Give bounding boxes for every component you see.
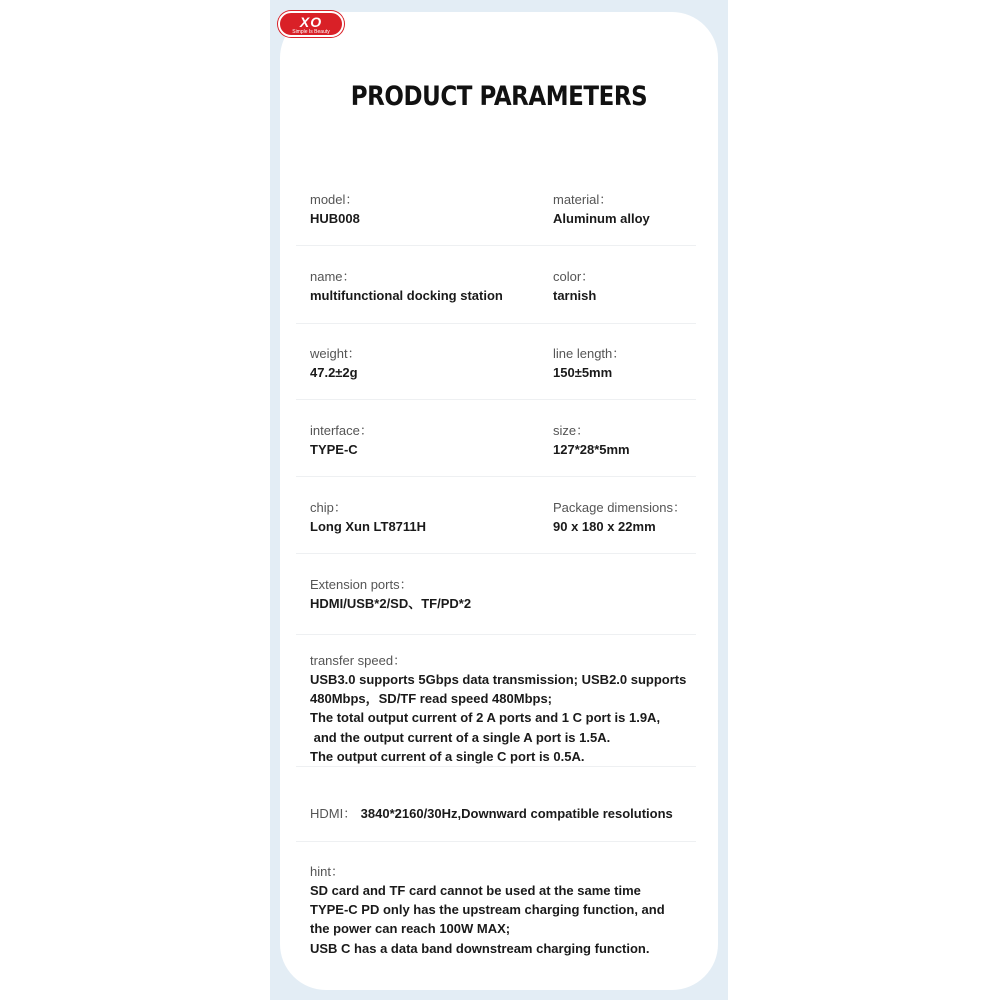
param-label: material：: [553, 192, 613, 207]
param-label: Package dimensions：: [553, 500, 686, 515]
param-row: [296, 651, 696, 767]
param-line-length: [553, 344, 625, 382]
param-color: [553, 267, 596, 305]
param-value: multifunctional docking station: [310, 288, 503, 303]
param-label: color：: [553, 269, 595, 284]
param-weight: [310, 344, 361, 382]
param-label: interface：: [310, 423, 373, 438]
param-value: 90 x 180 x 22mm: [553, 519, 656, 534]
logo-text: XO: [299, 14, 323, 30]
param-value: HUB008: [310, 211, 360, 226]
param-label: weight：: [310, 346, 361, 361]
param-line: 480Mbps，SD/TF read speed 480Mbps;: [310, 691, 553, 707]
param-model: [310, 190, 360, 228]
param-hdmi: [310, 804, 673, 823]
param-label: chip：: [310, 500, 347, 515]
logo-tagline: Simple Is Beauty: [292, 29, 330, 35]
param-hint: [310, 862, 665, 958]
param-line: TYPE-C PD only has the upstream charging function, and: [310, 902, 665, 918]
param-line: The output current of a single C port is 0.5A.: [310, 748, 585, 764]
param-interface: [310, 421, 373, 459]
param-value: 127*28*5mm: [553, 442, 630, 457]
param-name: [310, 267, 503, 305]
param-row: [296, 190, 696, 246]
param-value: tarnish: [553, 288, 597, 303]
param-label: Extension ports：: [310, 577, 413, 592]
page-title: PRODUCT PARAMETERS: [350, 81, 648, 112]
param-label: hint：: [310, 864, 344, 879]
param-row: [296, 804, 696, 842]
param-line: USB C has a data band downstream charging function.: [310, 940, 650, 956]
param-line: The total output current of 2 A ports and 1 C port is 1.9A,: [310, 710, 661, 726]
param-row: [296, 344, 696, 400]
param-row: [296, 421, 696, 477]
brand-logo: [278, 11, 344, 37]
param-row: [296, 498, 696, 554]
param-label: size：: [553, 423, 590, 438]
param-size: [553, 421, 630, 459]
param-label: HDMI：: [310, 806, 357, 821]
param-label: transfer speed：: [310, 653, 407, 668]
param-row: [296, 267, 696, 324]
param-label: model：: [310, 192, 359, 207]
param-line: and the output current of a single A port is 1.5A.: [310, 729, 611, 745]
param-line: SD card and TF card cannot be used at the same time: [310, 883, 641, 898]
param-line: the power can reach 100W MAX;: [310, 921, 511, 937]
param-extension: [310, 575, 471, 613]
param-material: [553, 190, 650, 228]
param-label: name：: [310, 269, 356, 284]
param-transfer: [310, 651, 686, 766]
param-line: USB3.0 supports 5Gbps data transmission; USB2.0 supports: [310, 672, 687, 687]
param-package: [553, 498, 686, 536]
param-value: 150±5mm: [553, 365, 613, 380]
param-value: Long Xun LT8711H: [310, 519, 427, 534]
param-chip: [310, 498, 426, 536]
param-value: 47.2±2g: [310, 365, 358, 380]
param-row: [296, 862, 696, 962]
param-row: [296, 575, 696, 635]
param-label: line length：: [553, 346, 626, 361]
param-value: 3840*2160/30Hz,Downward compatible resolutions: [360, 806, 673, 821]
param-value: Aluminum alloy: [553, 211, 650, 226]
param-value: HDMI/USB*2/SD、TF/PD*2: [310, 596, 472, 611]
param-value: TYPE-C: [310, 442, 358, 457]
